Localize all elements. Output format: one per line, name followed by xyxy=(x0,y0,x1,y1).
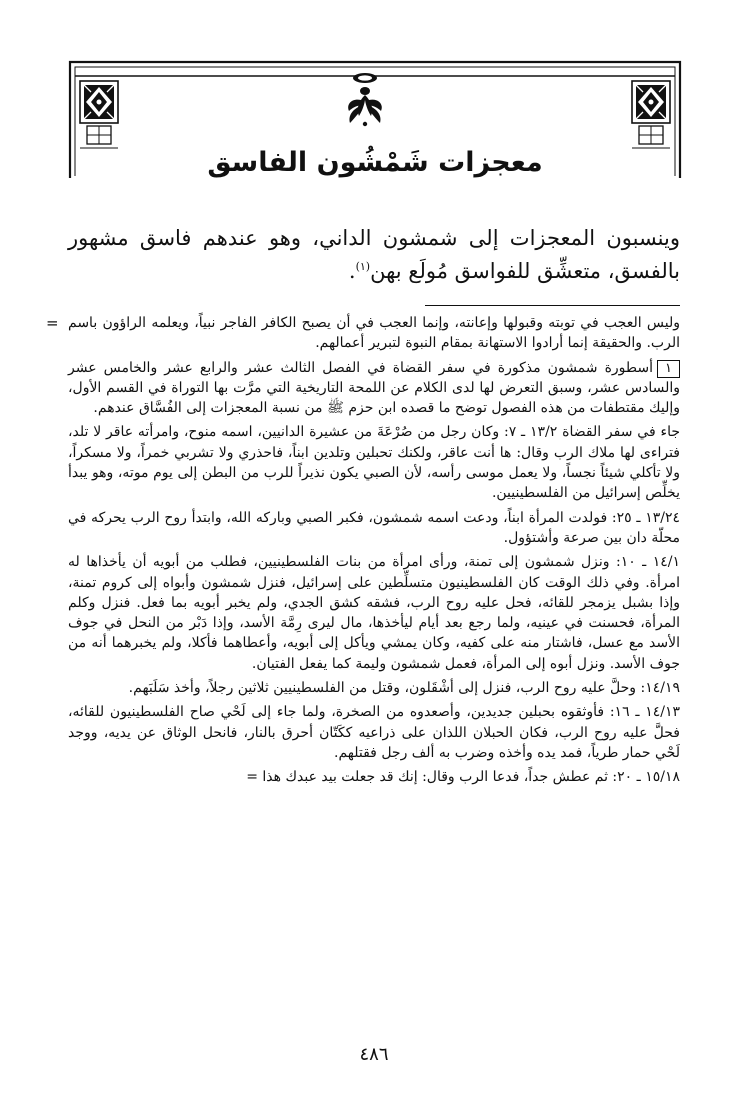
footnote-paragraph: ١٥/١٨ ـ ٢٠: ثم عطش جداً، فدعا الرب وقال: إنك قد جعلت بيد عبدك هذا = xyxy=(246,769,680,786)
footnote-divider xyxy=(425,305,680,306)
continuation-marker: = xyxy=(46,314,59,332)
footnote-number: ١ xyxy=(657,360,680,378)
footnote-paragraph: ١٤/١٩: وحلَّ عليه روح الرب، فنزل إلى أشْقَلون، وقتل من الفلسطينيين ثلاثين رجلاً، وأخذ سَلَبَهم. xyxy=(128,680,680,697)
intro-text: وينسبون المعجزات إلى شمشون الداني، وهو عندهم فاسق مشهور بالفسق، متعشِّق للفواسق مُولَع بهن xyxy=(68,226,680,283)
footnote-paragraph: جاء في سفر القضاة ١٣/٢ ـ ٧: وكان رجل من صُرْعَةَ من عشيرة الدانيين، اسمه منوح، وامرأته عاقر لا تلد، فتراءى لها ملاك الرب وقال: ها أنت عاقر، ولكنك تحبلين وتلدين ابناً، فاحذري ولا تشربي خمراً، ولا مسكراً، ولا تأكلي شيئاً نجساً، ولا يعمل موسى رأسه، لأن الصبي يكون نذيراً للرب من البطن إلى يوم موته، وهو يبدأ يخلِّص إسرائيل من الفلسطينيين. xyxy=(68,424,680,502)
right-ornament-icon xyxy=(632,81,670,148)
chapter-title: معجزات شَمْشُون الفاسق xyxy=(207,147,543,178)
footnote-reference: (١) xyxy=(355,260,371,273)
center-flourish-icon xyxy=(348,73,382,126)
intro-end: . xyxy=(348,259,356,283)
left-ornament-icon xyxy=(80,81,118,148)
footnote-1 xyxy=(68,358,680,419)
footnote-paragraph: ١٣/٢٤ ـ ٢٥: فولدت المرأة ابناً، ودعت اسمه شمشون، فكبر الصبي وباركه الله، وابتدأ روح الرب يحركه في محلّة دان بين صرعة وأشتؤول. xyxy=(68,509,680,546)
footnote-1-text: أسطورة شمشون مذكورة في سفر القضاة في الفصل الثالث عشر والرابع عشر والخامس عشر والسادس عشر، وسبق التعرض لها لدى الكلام عن اللمحة التاريخية التي مرَّت بها التوراة في القسم الأول، وإليك مقتطفات من هذه الفصول توضح ما قصده ابن حزم ﷺ من نسبة المعجزات إلى الفُسَّاق عندهم. xyxy=(68,359,680,417)
footnote-paragraph: ١٤/١ ـ ١٠: ونزل شمشون إلى تمنة، ورأى امرأة من بنات الفلسطينيين، فطلب من أبويه أن يأخذاها له امرأة. وفي ذلك الوقت كان الفلسطينيون متسلِّطين على إسرائيل، فنزل شمشون وأبواه إلى كروم تمنة، وإذا بشبل يزمجر للقائه، فحل عليه روح الرب، فشقه كشق الجدي، ولم يخبر أبويه بما فعل. فنزل وكلم المرأة، فحسنت في عينيه، ولما رجع بعد أيام ليأخذها، مال ليرى رِمَّة الأسد، وإذا دَبْر من النحل في جوف الأسد مع عسل، فاشتار منه على كفيه، وكان يمشي ويأكل إلى أبويه، وأعطاهما فأكلا، ولم يخبرهما أنه من جوف الأسد. ونزل أبوه إلى المرأة، فعمل شمشون وليمة كما يفعل الفتيان. xyxy=(68,554,680,672)
page-number: ٤٨٦ xyxy=(359,1044,389,1065)
footnote-paragraph: ١٤/١٣ ـ ١٦: فأوثقوه بحبلين جديدين، وأصعدوه من الصخرة، ولما جاء إلى لَحْي صاح الفلسطينيون للقائه، فحلَّ عليه روح الرب، فكان الحبلان اللذان على ذراعيه ككَتّان أحرق بالنار، فانحل الوثاق عن يديه، ووجد لَحْي حمار طرياً، فمد يده وأخذه وضرب به ألف رجل فقتلهم. xyxy=(68,704,680,761)
footnotes-section xyxy=(46,313,680,792)
intro-paragraph xyxy=(68,222,680,288)
footnote-continuation-text: وليس العجب في توبته وقبولها وإعانته، وإنما العجب في أن يصبح الكافر الفاجر نبياً، ويعلمه الراؤون باسم الرب. والحقيقة إنما أرادوا الاستهانة بمقام النبوة لتبرير أعمالهم. xyxy=(68,315,680,352)
footnote-continuation xyxy=(46,313,680,354)
